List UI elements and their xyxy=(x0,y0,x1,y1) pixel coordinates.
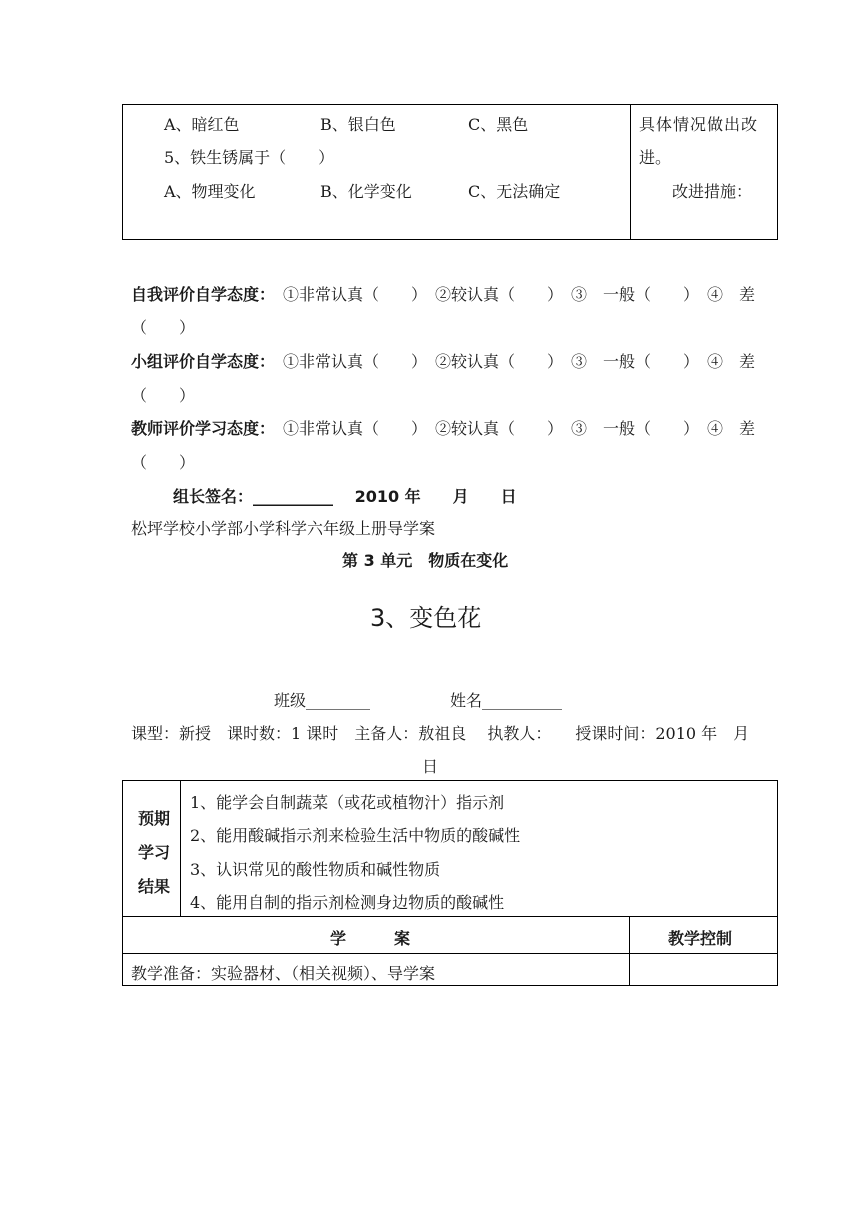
group-eval-tail: （ ） xyxy=(131,386,196,405)
side-label-2: 学习 xyxy=(138,843,171,862)
right-note-line1: 具体情况做出改 xyxy=(639,115,759,134)
goal-1: 1、能学会自制蔬菜（或花或植物汁）指示剂 xyxy=(190,793,505,812)
side-label-1: 预期 xyxy=(138,809,171,828)
leader-signature: 组长签名：__________ 2010 年 月 日 xyxy=(173,487,517,506)
q5-option-b: B、化学变化 xyxy=(320,182,412,201)
teacher-eval-label: 教师评价学习态度： xyxy=(131,419,276,438)
class-name-line: 班级________ 姓名__________ xyxy=(274,691,563,710)
goal-2: 2、能用酸碱指示剂来检验生活中物质的酸碱性 xyxy=(190,826,521,845)
q4-option-a: A、暗红色 xyxy=(164,115,240,134)
q4-option-b: B、银白色 xyxy=(320,115,396,134)
q5-question: 5、铁生锈属于（ ） xyxy=(164,148,335,167)
header-teaching-control: 教学控制 xyxy=(668,929,733,948)
teacher-eval-tail: （ ） xyxy=(131,453,196,472)
side-label-3: 结果 xyxy=(138,877,171,896)
col-divider xyxy=(629,916,630,986)
teaching-prep: 教学准备：实验器材、（相关视频）、导学案 xyxy=(131,964,436,983)
side-label-divider xyxy=(180,780,181,916)
right-note-line3: 改进措施： xyxy=(672,182,753,201)
row-divider-2 xyxy=(122,953,778,954)
course-info-day: 日 xyxy=(422,757,439,776)
goal-4: 4、能用自制的指示剂检测身边物质的酸碱性 xyxy=(190,893,505,912)
self-eval-label: 自我评价自学态度： xyxy=(131,285,276,304)
self-eval-options: ①非常认真（ ） ②较认真（ ） ③ 一般（ ） ④ 差 xyxy=(283,285,756,304)
group-eval-label: 小组评价自学态度： xyxy=(131,352,276,371)
unit-title: 第 3 单元 物质在变化 xyxy=(342,551,509,570)
row-divider-1 xyxy=(122,916,778,917)
teacher-eval-options: ①非常认真（ ） ②较认真（ ） ③ 一般（ ） ④ 差 xyxy=(283,419,756,438)
table-divider xyxy=(630,105,631,239)
q5-option-c: C、无法确定 xyxy=(468,182,561,201)
course-info: 课型：新授 课时数：1 课时 主备人：敖祖良 执教人： 授课时间：2010 年 月 xyxy=(131,724,750,743)
header-study-plan: 学 案 xyxy=(330,929,411,948)
school-line: 松坪学校小学部小学科学六年级上册导学案 xyxy=(131,519,436,538)
self-eval-tail: （ ） xyxy=(131,318,196,337)
right-note-line2: 进。 xyxy=(639,148,672,167)
group-eval-options: ①非常认真（ ） ②较认真（ ） ③ 一般（ ） ④ 差 xyxy=(283,352,756,371)
goal-3: 3、认识常见的酸性物质和碱性物质 xyxy=(190,860,441,879)
lesson-title: 3、变色花 xyxy=(370,604,482,632)
q5-option-a: A、物理变化 xyxy=(164,182,256,201)
q4-option-c: C、黑色 xyxy=(468,115,529,134)
